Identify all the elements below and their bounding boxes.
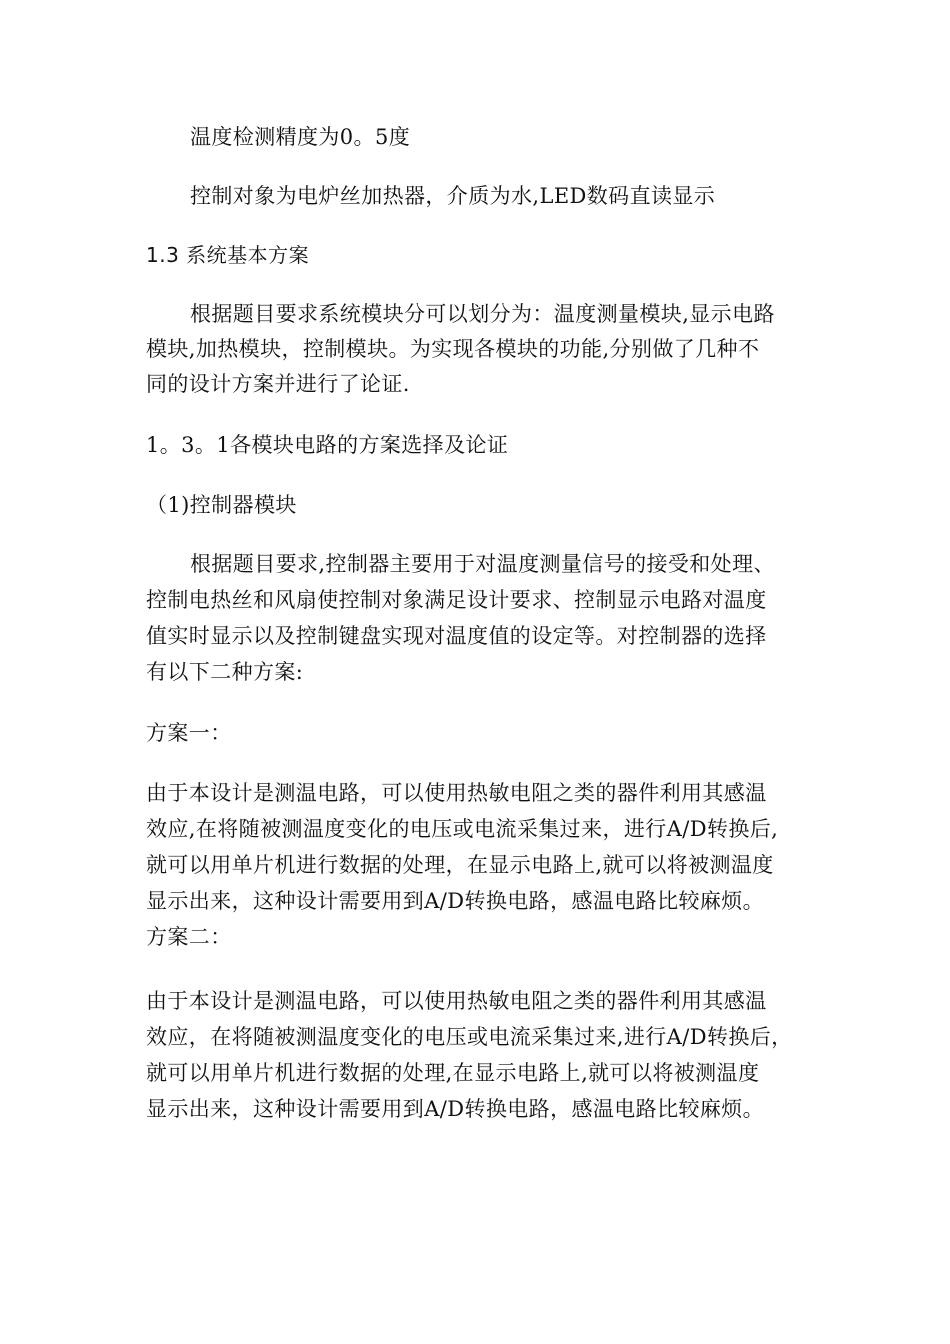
option-two-line-2: 效应，在将随被测温度变化的电压或电流采集过来,进行A/D转换后， bbox=[146, 1025, 793, 1049]
option-one-line-1: 由于本设计是测温电路，可以使用热敏电阻之类的器件利用其感温 bbox=[146, 781, 767, 805]
option-one-label: 方案一： bbox=[146, 721, 232, 745]
paragraph-controller-line-1: 根据题目要求,控制器主要用于对温度测量信号的接受和处理、 bbox=[190, 552, 775, 576]
paragraph-precision: 温度检测精度为0。5度 bbox=[190, 125, 411, 149]
option-one-line-2: 效应,在将随被测温度变化的电压或电流采集过来，进行A/D转换后, bbox=[146, 817, 779, 841]
paragraph-control-object: 控制对象为电炉丝加热器，介质为水,LED数码直读显示 bbox=[190, 184, 716, 208]
paragraph-modules-line-1: 根据题目要求系统模块分可以划分为：温度测量模块,显示电路 bbox=[190, 302, 775, 326]
subsection-heading-1-3-1: 1。3。1各模块电路的方案选择及论证 bbox=[146, 433, 509, 457]
paragraph-controller-line-2: 控制电热丝和风扇使控制对象满足设计要求、控制显示电路对温度 bbox=[146, 588, 767, 612]
paragraph-modules-line-3: 同的设计方案并进行了论证. bbox=[146, 372, 410, 396]
paragraph-controller-line-4: 有以下二种方案: bbox=[146, 660, 304, 684]
paragraph-modules-line-2: 模块,加热模块，控制模块。为实现各模块的功能,分别做了几种不 bbox=[146, 337, 760, 361]
option-one-line-4: 显示出来，这种设计需要用到A/D转换电路，感温电路比较麻烦。 bbox=[146, 889, 765, 913]
option-two-label: 方案二： bbox=[146, 925, 232, 949]
option-two-line-1: 由于本设计是测温电路，可以使用热敏电阻之类的器件利用其感温 bbox=[146, 989, 767, 1013]
section-heading-1-3: 1.3 系统基本方案 bbox=[146, 243, 310, 267]
paragraph-controller-line-3: 值实时显示以及控制键盘实现对温度值的设定等。对控制器的选择 bbox=[146, 624, 767, 648]
option-one-line-3: 就可以用单片机进行数据的处理，在显示电路上,就可以将被测温度 bbox=[146, 853, 774, 877]
option-two-line-4: 显示出来，这种设计需要用到A/D转换电路，感温电路比较麻烦。 bbox=[146, 1097, 765, 1121]
option-two-line-3: 就可以用单片机进行数据的处理,在显示电路上,就可以将被测温度 bbox=[146, 1061, 760, 1085]
subsection-controller-module: （1)控制器模块 bbox=[146, 493, 297, 517]
